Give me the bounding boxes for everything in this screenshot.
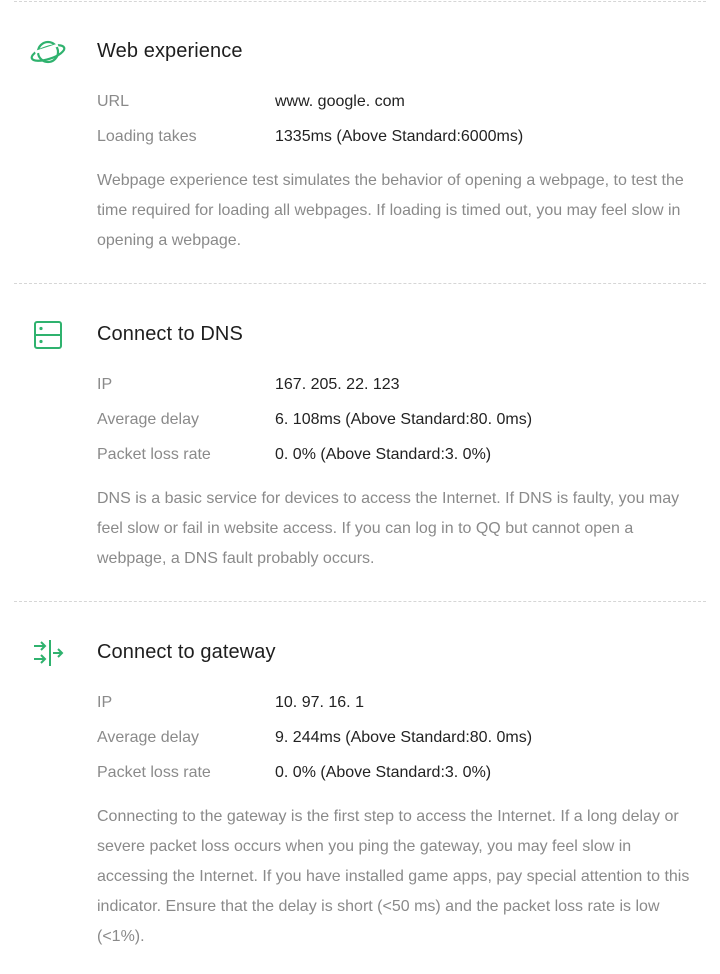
section-title: Connect to DNS bbox=[97, 323, 243, 345]
section-title: Connect to gateway bbox=[97, 641, 276, 663]
url-label: URL bbox=[97, 93, 130, 110]
ip-value: 167. 205. 22. 123 bbox=[275, 376, 400, 393]
packet-loss-label: Packet loss rate bbox=[97, 764, 211, 781]
average-delay-label: Average delay bbox=[97, 411, 199, 428]
average-delay-label: Average delay bbox=[97, 729, 199, 746]
average-delay-value: 6. 108ms (Above Standard:80. 0ms) bbox=[275, 411, 533, 428]
dns-delay-row bbox=[97, 411, 700, 435]
loading-time-value: 1335ms (Above Standard:6000ms) bbox=[275, 128, 524, 145]
loading-time-label: Loading takes bbox=[97, 128, 197, 145]
url-value: www. google. com bbox=[275, 93, 405, 110]
section-divider bbox=[14, 283, 706, 284]
section-description: Webpage experience test simulates the behavior of opening a webpage, to test the time required for loading all webpages. If loading is timed out, you may feel slow in opening a webpage. bbox=[97, 172, 684, 249]
server-icon bbox=[30, 319, 66, 351]
gateway-arrows-icon bbox=[30, 637, 66, 669]
packet-loss-value: 0. 0% (Above Standard:3. 0%) bbox=[275, 764, 492, 781]
url-row bbox=[97, 93, 700, 117]
average-delay-value: 9. 244ms (Above Standard:80. 0ms) bbox=[275, 729, 533, 746]
loading-time-row bbox=[97, 128, 700, 152]
ip-label: IP bbox=[97, 376, 113, 393]
packet-loss-label: Packet loss rate bbox=[97, 446, 211, 463]
dns-ip-row bbox=[97, 376, 700, 400]
gateway-delay-row bbox=[97, 729, 700, 753]
gateway-ip-row bbox=[97, 694, 700, 718]
dns-packet-loss-row bbox=[97, 446, 700, 470]
ip-label: IP bbox=[97, 694, 113, 711]
gateway-packet-loss-row bbox=[97, 764, 700, 788]
planet-icon bbox=[30, 36, 66, 68]
section-divider bbox=[14, 601, 706, 602]
section-title: Web experience bbox=[97, 40, 243, 62]
packet-loss-value: 0. 0% (Above Standard:3. 0%) bbox=[275, 446, 492, 463]
top-divider bbox=[14, 1, 706, 2]
ip-value: 10. 97. 16. 1 bbox=[275, 694, 364, 711]
section-description: Connecting to the gateway is the first step to access the Internet. If a long delay or severe packet loss occurs when you ping the gateway, you may feel slow in accessing the Internet. If you have installed game apps, pay special attention to this indicator. Ensure that the delay is short (<50 ms) and the packet loss rate is low (<1%). bbox=[97, 808, 690, 945]
section-description: DNS is a basic service for devices to access the Internet. If DNS is faulty, you may feel slow or fail in website access. If you can log in to QQ but cannot open a webpage, a DNS fault probably occurs. bbox=[97, 490, 680, 567]
